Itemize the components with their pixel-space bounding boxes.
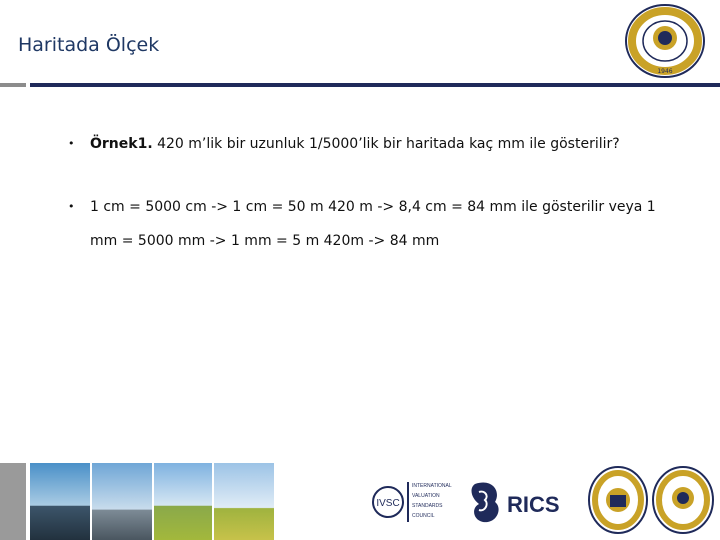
header-rule-grey <box>0 83 26 87</box>
university-seal-icon <box>588 465 648 535</box>
svg-text:STANDARDS: STANDARDS <box>412 503 443 509</box>
bullet-dot: • <box>68 200 75 213</box>
rics-logo-icon <box>465 472 580 532</box>
ankara-university-seal-icon <box>624 3 706 79</box>
bullet-dot: • <box>68 137 75 150</box>
ankara-university-seal-small-icon <box>652 465 714 535</box>
footer-grey-block <box>0 463 26 540</box>
seal-year: 1946 <box>657 68 673 75</box>
ivsc-text: IVSC <box>376 498 400 509</box>
footer-photo-skyscrapers <box>92 463 152 540</box>
footer-photo-meadow <box>214 463 274 540</box>
svg-text:COUNCIL: COUNCIL <box>412 513 435 519</box>
header-rule-navy <box>30 83 720 87</box>
svg-text:VALUATION: VALUATION <box>412 493 440 499</box>
bullet-example-lead: Örnek1. <box>90 136 153 152</box>
svg-text:INTERNATIONAL: INTERNATIONAL <box>412 483 452 489</box>
footer-photo-field-trees <box>154 463 212 540</box>
bullet-solution-line2: mm = 5000 mm -> 1 mm = 5 m 420m -> 84 mm <box>90 233 440 249</box>
bullet-example-rest: 420 m’lik bir uzunluk 1/5000’lik bir haritada kaç mm ile gösterilir? <box>152 136 620 152</box>
bullet-example-text <box>90 127 620 161</box>
ivsc-logo-icon <box>370 472 460 532</box>
bullet-solution-line1: 1 cm = 5000 cm -> 1 cm = 50 m 420 m -> 8,4 cm = 84 mm ile gösterilir veya 1 <box>90 199 656 215</box>
rics-text: RICS <box>507 492 560 517</box>
footer-photo-city-night <box>30 463 90 540</box>
slide-title: Haritada Ölçek <box>18 34 160 56</box>
